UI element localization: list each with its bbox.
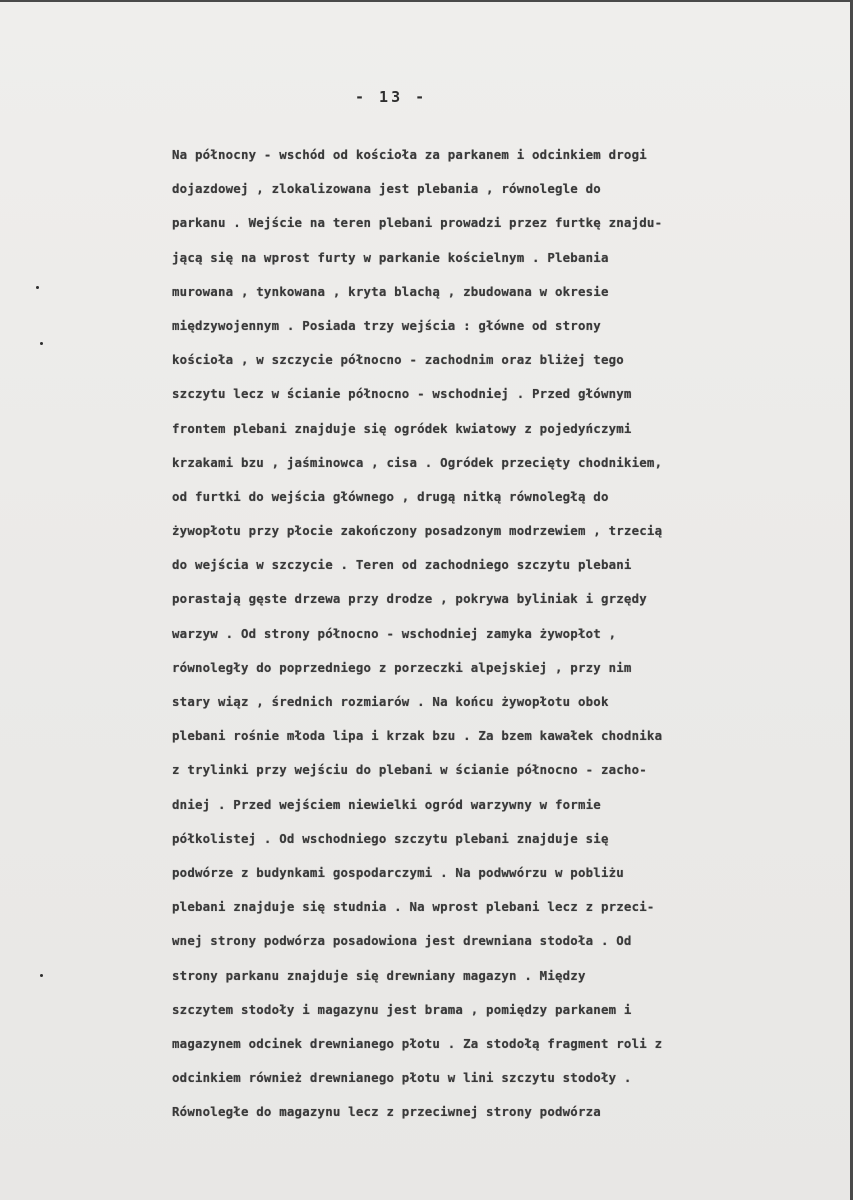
text-line: murowana , tynkowana , kryta blachą , zbudowana w okresie: [172, 283, 609, 299]
text-line: odcinkiem również drewnianego płotu w lini szczytu stodoły .: [172, 1070, 632, 1086]
page-number: - 13 -: [355, 88, 428, 106]
text-line: wnej strony podwórza posadowiona jest drewniana stodoła . Od: [172, 933, 632, 949]
text-line: kościoła , w szczycie północno - zachodnim oraz bliżej tego: [172, 352, 624, 368]
text-line: szczytu lecz w ścianie północno - wschodniej . Przed głównym: [172, 386, 632, 402]
text-line: parkanu . Wejście na teren plebani prowadzi przez furtkę znajdu-: [172, 215, 663, 231]
text-line: półkolistej . Od wschodniego szczytu plebani znajduje się: [172, 830, 609, 846]
text-line: krzakami bzu , jaśminowca , cisa . Ogródek przecięty chodnikiem,: [172, 454, 663, 470]
text-line: międzywojennym . Posiada trzy wejścia : główne od strony: [172, 317, 601, 333]
text-line: żywopłotu przy płocie zakończony posadzonym modrzewiem , trzecią: [172, 523, 663, 539]
text-line: strony parkanu znajduje się drewniany magazyn . Między: [172, 967, 586, 983]
text-line: frontem plebani znajduje się ogródek kwiatowy z pojedyńczymi: [172, 420, 632, 436]
text-line: podwórze z budynkami gospodarczymi . Na podwwórzu w pobliżu: [172, 864, 624, 880]
text-line: do wejścia w szczycie . Teren od zachodniego szczytu plebani: [172, 557, 632, 573]
text-line: Równoległe do magazynu lecz z przeciwnej strony podwórza: [172, 1104, 601, 1120]
margin-dot: [40, 974, 43, 977]
text-line: plebani rośnie młoda lipa i krzak bzu . Za bzem kawałek chodnika: [172, 728, 663, 744]
text-line: plebani znajduje się studnia . Na wprost plebani lecz z przeci-: [172, 899, 655, 915]
text-line: Na północny - wschód od kościoła za parkanem i odcinkiem drogi: [172, 147, 647, 162]
text-line: magazynem odcinek drewnianego płotu . Za stodołą fragment roli z: [172, 1035, 663, 1051]
margin-dot: [40, 342, 43, 345]
margin-dot: [36, 286, 39, 289]
text-line: jącą się na wprost furty w parkanie kościelnym . Plebania: [172, 249, 609, 265]
text-line: równoległy do poprzedniego z porzeczki alpejskiej , przy nim: [172, 659, 632, 675]
text-line: dojazdowej , zlokalizowana jest plebania , równolegle do: [172, 181, 601, 197]
text-line: od furtki do wejścia głównego , drugą nitką równoległą do: [172, 488, 609, 504]
text-line: z trylinki przy wejściu do plebani w ścianie północno - zacho-: [172, 762, 647, 778]
text-line: stary wiąz , średnich rozmiarów . Na końcu żywopłotu obok: [172, 694, 609, 709]
text-line: dniej . Przed wejściem niewielki ogród warzywny w formie: [172, 796, 601, 812]
text-line: szczytem stodoły i magazynu jest brama , pomiędzy parkanem i: [172, 1001, 632, 1017]
text-line: warzyw . Od strony północno - wschodniej zamyka żywopłot ,: [172, 625, 617, 641]
text-line: porastają gęste drzewa przy drodze , pokrywa byliniak i grzędy: [172, 591, 647, 607]
body-text: [172, 141, 837, 1132]
